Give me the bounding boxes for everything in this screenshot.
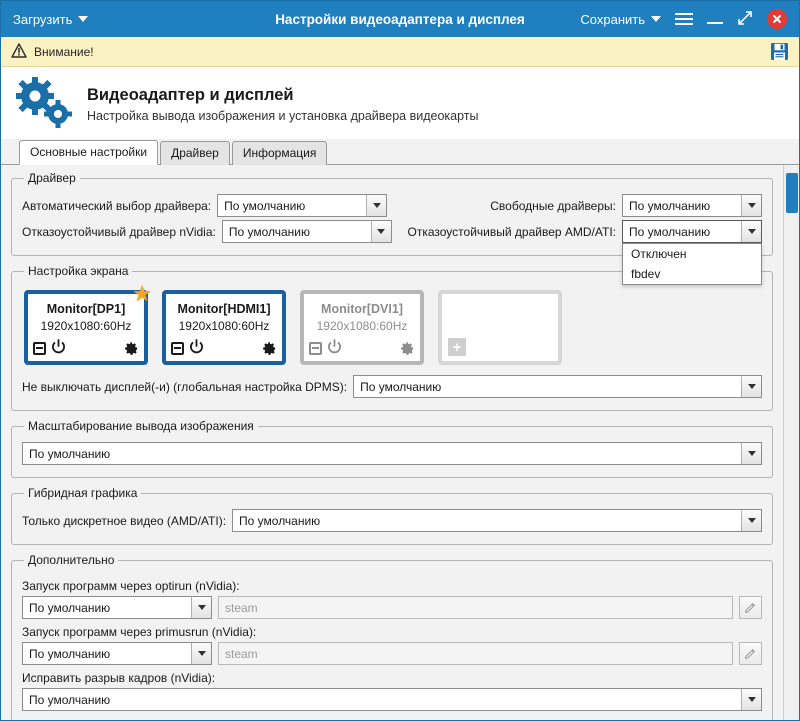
warning-triangle-icon [11,43,27,61]
monitor-resolution: 1920x1080:60Hz [316,319,408,333]
close-icon[interactable] [767,9,787,29]
primusrun-edit-button[interactable] [739,642,762,665]
tearing-label: Исправить разрыв кадров (nVidia): [22,671,216,685]
scaling-row [22,442,762,465]
auto-driver-combo[interactable] [217,194,387,217]
scaling-value: По умолчанию [29,446,111,461]
save-button[interactable] [580,12,661,27]
dropdown-option-fbdev[interactable]: fbdev [631,267,661,281]
dpms-value: По умолчанию [360,379,442,394]
warning-bar [1,37,799,67]
chevron-down-icon [78,16,88,22]
minimize-icon[interactable] [707,22,723,24]
monitor-list [24,281,762,365]
chevron-down-icon [366,195,386,216]
dpms-label: Не выключать дисплей(-и) (глобальная настройка DPMS): [22,379,348,394]
amd-fallback-dropdown[interactable] [622,243,762,285]
nvidia-fallback-label: Отказоустойчивый драйвер nVidia: [22,224,216,239]
gears-icon [13,76,73,133]
monitor-settings-gear-icon[interactable] [262,341,277,356]
load-button-label: Загрузить [13,11,73,27]
chevron-down-icon [741,195,761,216]
monitor-resolution: 1920x1080:60Hz [178,319,270,333]
primusrun-value: По умолчанию [29,646,111,661]
optirun-row [22,596,762,619]
tearing-row [22,688,762,711]
power-icon[interactable] [189,339,204,357]
load-button[interactable] [1,12,88,27]
dpms-combo[interactable] [353,375,762,398]
tearing-value: По умолчанию [29,692,111,707]
optirun-edit-button[interactable] [739,596,762,619]
amd-fallback-combo[interactable] [622,220,762,281]
floppy-disk-icon[interactable] [770,42,789,61]
chevron-down-icon [651,16,661,22]
optirun-value: По умолчанию [29,600,111,615]
monitor-card-dp1[interactable] [24,281,152,365]
chevron-down-icon [741,376,761,397]
driver-row-1 [22,194,762,217]
chevron-down-icon [191,643,211,664]
minimize-monitor-icon[interactable] [33,342,46,355]
dropdown-option-disabled[interactable]: Отключен [631,247,687,261]
scaling-group [11,419,773,478]
nvidia-fallback-combo[interactable] [222,220,392,243]
driver-group-legend: Драйвер [28,171,76,185]
hybrid-combo[interactable] [232,509,762,532]
save-button-label: Сохранить [580,11,645,27]
optirun-input[interactable]: steam [218,596,733,619]
nvidia-fallback-value: По умолчанию [228,224,310,239]
minimize-monitor-icon[interactable] [309,342,322,355]
hybrid-value: По умолчанию [239,513,321,528]
hybrid-graphics-group [11,486,773,545]
chevron-down-icon [741,510,761,531]
tab-bar [1,139,799,165]
screen-group [11,264,773,411]
auto-driver-value: По умолчанию [224,198,306,213]
content-area [1,165,799,720]
chevron-down-icon [741,689,761,710]
free-drivers-combo[interactable] [622,194,762,217]
scaling-combo[interactable] [22,442,762,465]
free-drivers-value: По умолчанию [629,198,711,213]
warning-text: Внимание! [34,44,94,59]
page-header [1,67,799,139]
hybrid-label: Только дискретное видео (AMD/ATI): [22,513,227,528]
amd-fallback-label: Отказоустойчивый драйвер AMD/ATI: [407,224,616,239]
chevron-down-icon [741,443,761,464]
optirun-combo[interactable] [22,596,212,619]
vertical-scrollbar[interactable] [783,165,799,720]
chevron-down-icon [191,597,211,618]
monitor-resolution: 1920x1080:60Hz [40,319,132,333]
title-bar [1,1,799,37]
monitor-name: Monitor[DVI1] [321,302,403,316]
monitor-card-hdmi1[interactable] [162,290,286,365]
tab-information[interactable]: Информация [232,141,327,165]
monitor-card-add[interactable] [438,290,562,365]
page-subtitle: Настройка вывода изображения и установка драйвера видеокарты [87,108,479,123]
tab-main-settings[interactable]: Основные настройки [19,140,158,165]
minimize-monitor-icon[interactable] [171,342,184,355]
chevron-down-icon [371,221,391,242]
extra-group [11,553,773,720]
auto-driver-label: Автоматический выбор драйвера: [22,198,212,213]
screen-group-legend: Настройка экрана [28,264,129,278]
title-bar-controls [580,9,799,29]
window-title: Настройки видеоадаптера и дисплея [275,11,525,27]
monitor-card-dvi1[interactable] [300,290,424,365]
scaling-group-legend: Масштабирование вывода изображения [28,419,254,433]
extra-group-legend: Дополнительно [28,553,115,567]
primusrun-label: Запуск программ через primusrun (nVidia): [22,625,257,639]
power-icon[interactable] [51,339,66,357]
monitor-settings-gear-icon[interactable] [400,341,415,356]
hamburger-icon[interactable] [675,13,693,26]
primusrun-row [22,642,762,665]
dpms-row [22,375,762,398]
tearing-combo[interactable] [22,688,762,711]
hybrid-group-legend: Гибридная графика [28,486,138,500]
maximize-icon[interactable] [737,10,753,29]
chevron-down-icon [741,221,761,242]
add-monitor-icon[interactable]: + [448,338,466,356]
amd-fallback-value: По умолчанию [629,224,711,239]
power-icon[interactable] [327,339,342,357]
page-title: Видеоадаптер и дисплей [87,85,294,104]
free-drivers-label: Свободные драйверы: [490,198,616,213]
primusrun-combo[interactable] [22,642,212,665]
monitor-name: Monitor[DP1] [46,302,126,316]
hybrid-row [22,509,762,532]
monitor-name: Monitor[HDMI1] [177,302,271,316]
primusrun-input[interactable]: steam [218,642,733,665]
scrollbar-thumb[interactable] [786,173,798,213]
optirun-label: Запуск программ через optirun (nVidia): [22,579,240,593]
monitor-settings-gear-icon[interactable] [124,341,139,356]
primary-star-icon: ★ [132,281,152,306]
tab-driver[interactable]: Драйвер [160,141,230,165]
